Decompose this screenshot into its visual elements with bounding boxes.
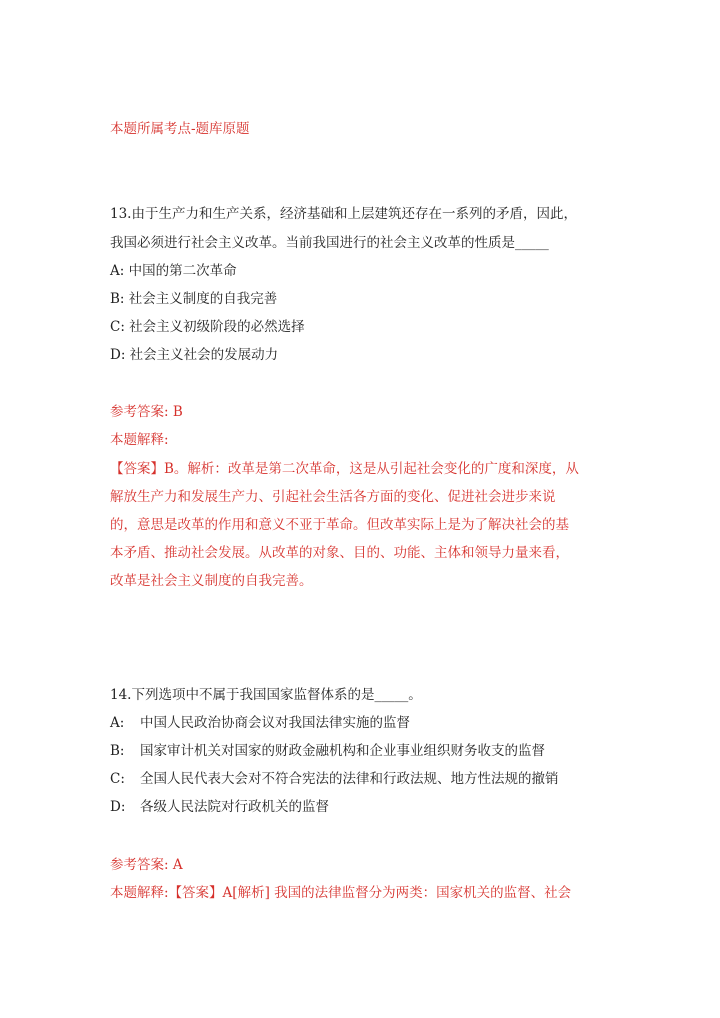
question-stem: 我国必须进行社会主义改革。当前我国进行的社会主义改革的性质是_____ xyxy=(110,235,549,251)
option-a xyxy=(110,713,410,733)
explanation-line: 本矛盾、推动社会发展。从改革的对象、目的、功能、主体和领导力量来看， xyxy=(110,545,569,561)
option-b: B: 社会主义制度的自我完善 xyxy=(110,291,278,307)
option-text: 各级人民法院对行政机关的监督 xyxy=(140,799,329,815)
option-text: 国家审计机关对国家的财政金融机构和企业事业组织财务收支的监督 xyxy=(140,743,545,759)
option-label: B: xyxy=(110,743,125,759)
question-stem: 13.由于生产力和生产关系，经济基础和上层建筑还存在一系列的矛盾，因此， xyxy=(110,206,577,222)
explanation-line: 本题解释:【答案】A[解析] 我国的法律监督分为两类：国家机关的监督、社会 xyxy=(110,885,572,901)
explanation-label: 本题解释: xyxy=(110,432,169,448)
question-stem: 14.下列选项中不属于我国国家监督体系的是_____。 xyxy=(110,687,422,703)
explanation-line: 解放生产力和发展生产力、引起社会生活各方面的变化、促进社会进步来说 xyxy=(110,489,556,505)
source-note: 本题所属考点-题库原题 xyxy=(110,121,250,137)
option-d xyxy=(110,797,329,817)
answer: 参考答案: B xyxy=(110,404,183,420)
option-label: A: xyxy=(110,715,125,731)
option-d: D: 社会主义社会的发展动力 xyxy=(110,347,279,363)
option-b xyxy=(110,741,545,761)
option-label: C: xyxy=(110,771,125,787)
option-text: 中国人民政治协商会议对我国法律实施的监督 xyxy=(140,715,410,731)
option-c xyxy=(110,769,559,789)
explanation-line: 【答案】B。解析：改革是第二次革命，这是从引起社会变化的广度和深度，从 xyxy=(110,461,579,477)
option-label: D: xyxy=(110,799,126,815)
option-c: C: 社会主义初级阶段的必然选择 xyxy=(110,319,305,335)
option-text: 全国人民代表大会对不符合宪法的法律和行政法规、地方性法规的撤销 xyxy=(140,771,559,787)
option-a: A: 中国的第二次革命 xyxy=(110,263,237,279)
explanation-line: 的，意思是改革的作用和意义不亚于革命。但改革实际上是为了解决社会的基 xyxy=(110,517,569,533)
explanation-line: 改革是社会主义制度的自我完善。 xyxy=(110,573,313,589)
answer: 参考答案: A xyxy=(110,857,183,873)
